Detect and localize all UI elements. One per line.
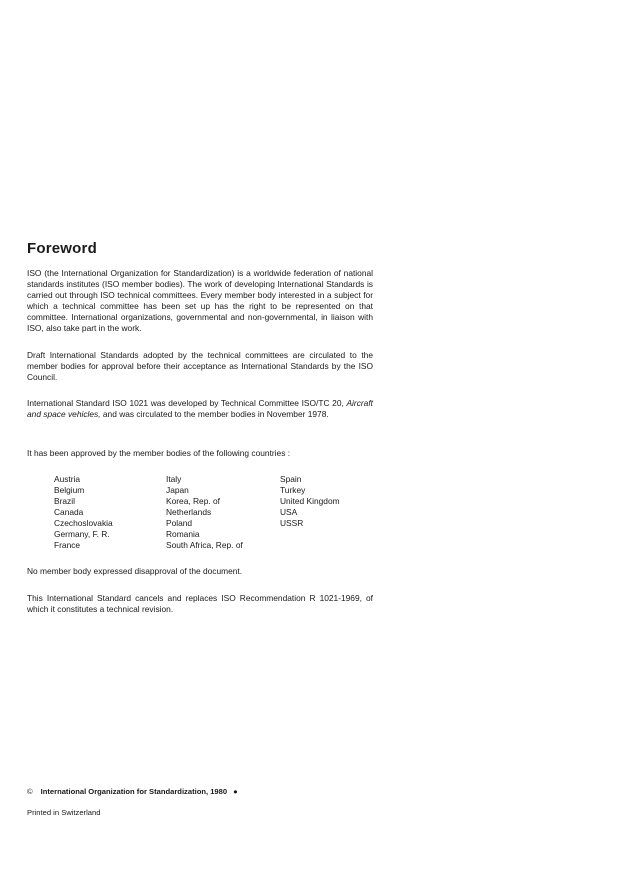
bullet-icon: ●	[233, 787, 238, 796]
copyright-symbol: ©	[27, 787, 33, 796]
country-list-column-2	[166, 474, 243, 551]
country-item: United Kingdom	[280, 496, 340, 506]
paragraph-approval: It has been approved by the member bodies of the following countries :	[27, 448, 291, 458]
country-item: Austria	[54, 474, 81, 484]
paragraph-about-iso: ISO (the International Organization for Standardization) is a worldwide federation of national standards institutes (ISO member bodies). The work of developing International Standards is carried out through ISO technical committees. Every member body interested in a subject for which a technical committee has been set up has the right to be represented on that committee. International organizations, governmental and non-governmental, in liaison with ISO, also take part in the work.	[27, 268, 373, 333]
paragraph-replacement: This International Standard cancels and replaces ISO Recommendation R 1021-1969, of which it constitutes a technical revision.	[27, 593, 373, 614]
country-list-column-1	[54, 474, 113, 551]
country-item: Korea, Rep. of	[166, 496, 221, 506]
country-item: France	[54, 540, 81, 550]
paragraph-no-disapproval: No member body expressed disapproval of the document.	[27, 566, 243, 576]
development-text-end: and was circulated to the member bodies in November 1978.	[102, 409, 329, 419]
country-item: USSR	[280, 518, 304, 528]
country-item: Italy	[166, 474, 182, 484]
country-item: Romania	[166, 529, 200, 539]
country-item: Czechoslovakia	[54, 518, 113, 528]
country-item: Canada	[54, 507, 84, 517]
country-item: Japan	[166, 485, 189, 495]
country-item: Netherlands	[166, 507, 212, 517]
country-item: USA	[280, 507, 298, 517]
country-list-column-3	[280, 474, 340, 529]
country-item: Spain	[280, 474, 302, 484]
development-text-start: International Standard ISO 1021 was developed by Technical Committee ISO/TC 20,	[27, 398, 344, 408]
country-item: Turkey	[280, 485, 306, 495]
copyright-text: International Organization for Standardization, 1980	[40, 787, 228, 796]
printed-in-note: Printed in Switzerland	[27, 808, 101, 817]
country-item: Brazil	[54, 496, 75, 506]
copyright-line	[27, 787, 238, 796]
committee-title: Aircraft and space vehicles,	[27, 398, 373, 419]
country-item: Belgium	[54, 485, 85, 495]
page-title: Foreword	[27, 240, 97, 257]
paragraph-development	[27, 398, 373, 420]
country-item: Poland	[166, 518, 193, 528]
paragraph-draft-standards: Draft International Standards adopted by the technical committees are circulated to the member bodies for approval before their acceptance as International Standards by the ISO Council.	[27, 350, 373, 382]
country-item: South Africa, Rep. of	[166, 540, 243, 550]
country-item: Germany, F. R.	[54, 529, 110, 539]
